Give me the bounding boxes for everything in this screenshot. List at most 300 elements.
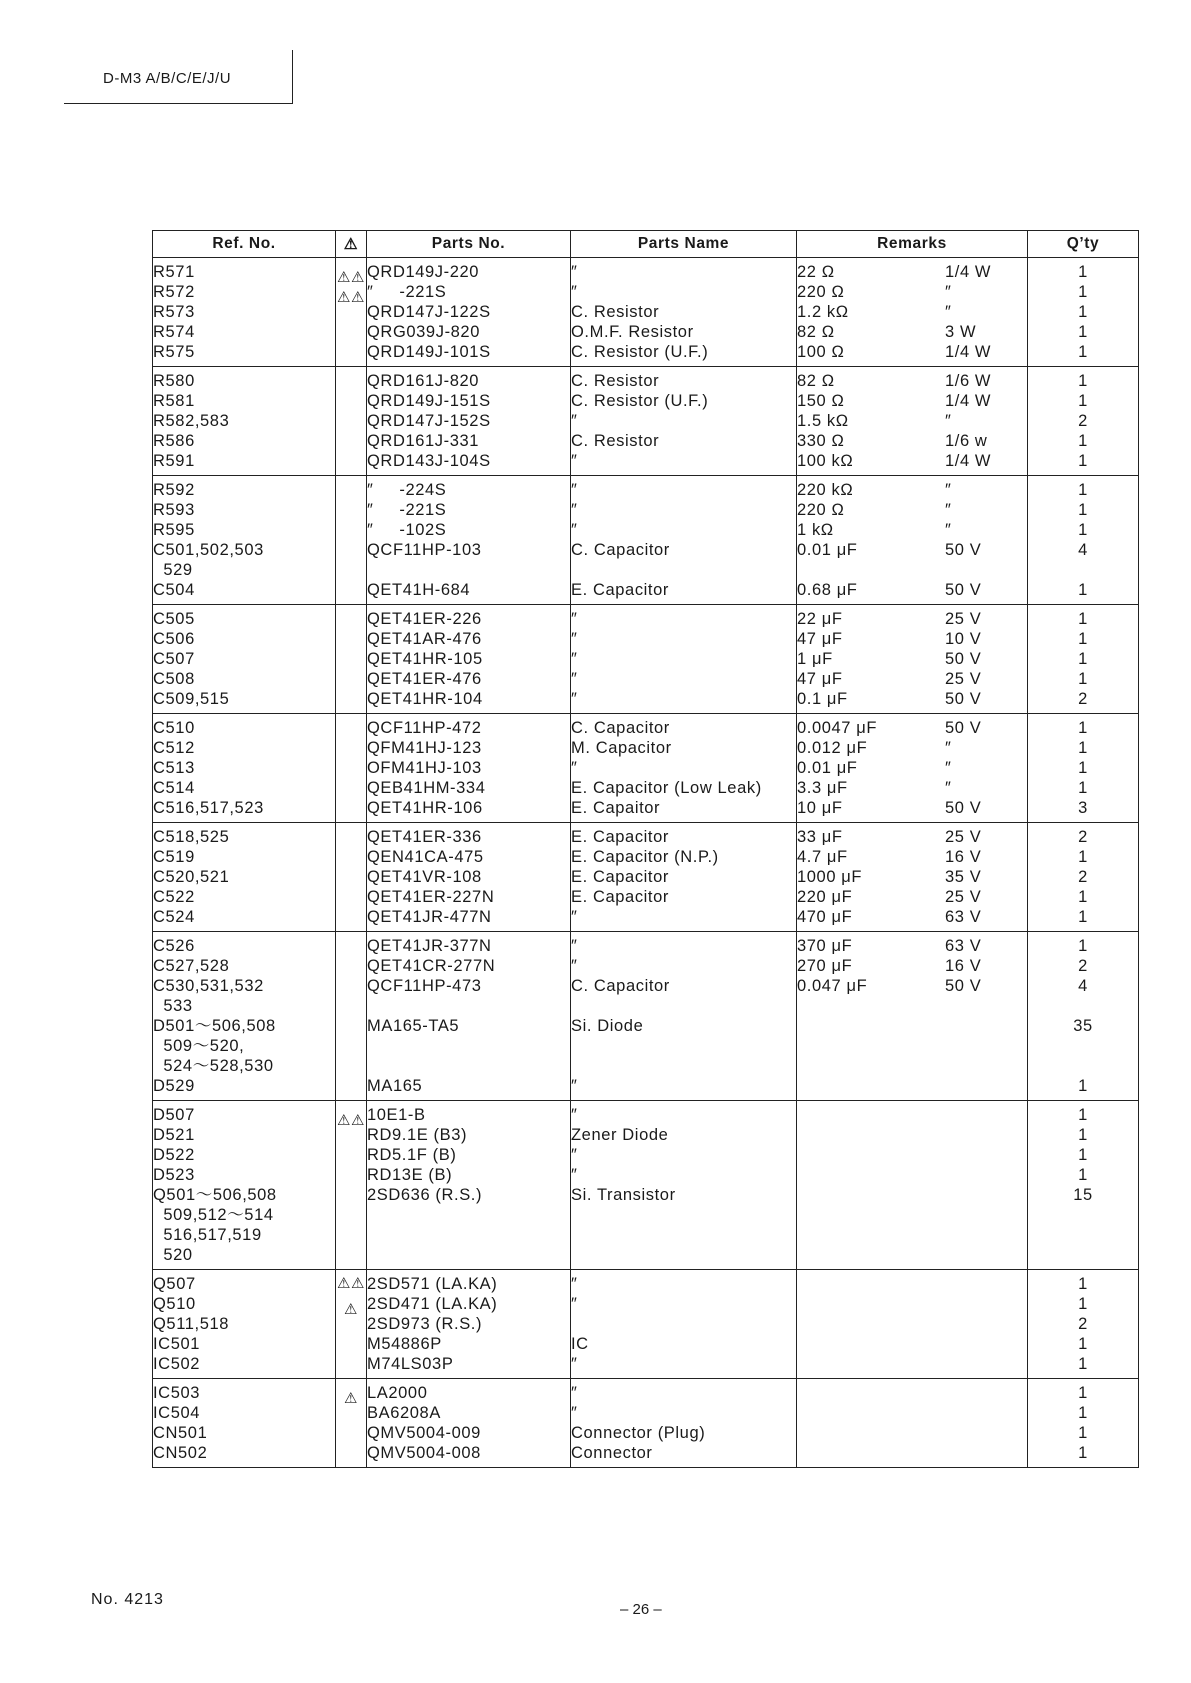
remarks-value: 10 μF [797,799,843,817]
parts-name: ″ [571,1384,578,1402]
parts-no [367,996,570,1016]
remarks-value: 330 Ω [797,432,845,450]
parts-name: E. Capacitor [571,828,669,846]
ref-no: C507 [153,650,195,668]
parts-no: 10E1-B [367,1106,426,1124]
parts-name-cell [571,714,797,823]
parts-no [367,1036,570,1056]
remarks-line [797,1056,1027,1076]
quantity: 1 [1078,1355,1088,1373]
remarks-line [797,629,1027,649]
parts-no: RD13E (B) [367,1166,453,1184]
header-rule-horizontal [64,103,293,104]
remarks-line [797,669,1027,689]
parts-no: MA165 [367,1077,423,1095]
remarks-rating: 63 V [945,908,982,926]
ref-no: R574 [153,323,195,341]
remarks-value: 150 Ω [797,392,845,410]
quantity: 2 [1078,868,1088,886]
table-row-group [153,258,1139,367]
remarks-line [797,649,1027,669]
remarks-line [797,282,1027,302]
qty-cell [1028,258,1139,367]
quantity: 1 [1078,670,1088,688]
remarks-line [797,1354,1027,1374]
remarks-rating: 50 V [945,977,982,995]
remarks-rating: 50 V [945,541,982,559]
quantity: 4 [1078,541,1088,559]
warning-triangle-icon: ⚠ [336,1275,351,1292]
parts-no: QET41CR-277N [367,957,496,975]
remarks-rating: ″ [945,481,952,499]
warning-triangle-icon: ⚠ [336,289,351,306]
parts-name: C. Capacitor [571,719,670,737]
parts-no: QET41HR-104 [367,690,483,708]
parts-no: RD5.1F (B) [367,1146,457,1164]
parts-name: Si. Transistor [571,1186,676,1204]
parts-no: RD9.1E (B3) [367,1126,468,1144]
quantity: 1 [1078,283,1088,301]
warning-cell [336,258,367,367]
parts-no: QMV5004-009 [367,1424,481,1442]
remarks-rating: ″ [945,412,952,430]
header-rule-vertical [292,50,293,104]
remarks-line [797,738,1027,758]
remarks-line [797,480,1027,500]
warning-cell [336,932,367,1101]
remarks-line [797,1185,1027,1205]
remarks-line [797,976,1027,996]
remarks-value: 1.5 kΩ [797,412,849,430]
warning-cell [336,1101,367,1270]
ref-no: C506 [153,630,195,648]
ref-no: Q510 [153,1295,196,1313]
remarks-line [797,1145,1027,1165]
parts-no: QRD161J-331 [367,432,480,450]
quantity: 1 [1078,1384,1088,1402]
parts-name [571,1205,796,1225]
warning-triangle-icon: ⚠ [351,289,366,306]
parts-name: C. Resistor [571,432,660,450]
remarks-line [797,1294,1027,1314]
parts-no: QET41AR-476 [367,630,482,648]
remarks-value: 0.0047 μF [797,719,878,737]
quantity: 1 [1078,1166,1088,1184]
remarks-line [797,1334,1027,1354]
ref-no: D507 [153,1106,195,1124]
remarks-line [797,1036,1027,1056]
ref-no: C512 [153,739,195,757]
parts-name: ″ [571,501,578,519]
remarks-value: 47 μF [797,670,843,688]
parts-no: ″ -221S [367,501,447,519]
parts-no-cell [367,258,571,367]
ref-no: C526 [153,937,195,955]
model-label: D-M3 A/B/C/E/J/U [103,70,232,87]
ref-no: R580 [153,372,195,390]
quantity: 35 [1073,1017,1093,1035]
quantity: 1 [1078,392,1088,410]
remarks-line [797,560,1027,580]
parts-name: ″ [571,610,578,628]
table-row-group [153,476,1139,605]
table-header-row [153,231,1139,258]
remarks-line [797,758,1027,778]
parts-name: ″ [571,670,578,688]
parts-no-cell [367,476,571,605]
quantity [1028,1225,1138,1245]
ref-no: C527,528 [153,957,230,975]
ref-no: C514 [153,779,195,797]
ref-no: C504 [153,581,195,599]
remarks-line [797,540,1027,560]
parts-no: QET41JR-377N [367,937,492,955]
parts-name: Si. Diode [571,1017,644,1035]
parts-no: QRD147J-122S [367,303,491,321]
quantity: 1 [1078,581,1088,599]
parts-name: ″ [571,630,578,648]
parts-name: Connector [571,1444,653,1462]
ref-no: IC502 [153,1355,201,1373]
parts-name [571,1245,796,1265]
parts-name: IC [571,1335,589,1353]
quantity: 2 [1078,828,1088,846]
ref-no: C505 [153,610,195,628]
ref-no: R591 [153,452,195,470]
warning-triangle-icon: ⚠ [351,269,366,286]
quantity: 1 [1078,937,1088,955]
remarks-rating: 1/6 w [945,432,988,450]
qty-cell [1028,823,1139,932]
quantity: 1 [1078,1335,1088,1353]
parts-name: C. Capacitor [571,977,670,995]
parts-no: QCF11HP-103 [367,541,482,559]
remarks-cell [797,476,1028,605]
col-parts-no: Parts No. [367,231,571,258]
ref-no: C520,521 [153,868,230,886]
parts-name-cell [571,605,797,714]
parts-no-cell [367,367,571,476]
quantity: 2 [1078,1315,1088,1333]
remarks-line [797,689,1027,709]
parts-name: ″ [571,1166,578,1184]
parts-name-cell [571,476,797,605]
warning-cell [336,476,367,605]
parts-no-cell [367,1270,571,1379]
remarks-line [797,520,1027,540]
parts-name-cell [571,1379,797,1468]
ref-no: 533 [153,997,193,1015]
quantity: 1 [1078,1424,1088,1442]
parts-no: ″ -102S [367,521,447,539]
parts-no: QEN41CA-475 [367,848,484,866]
parts-name: ″ [571,521,578,539]
quantity: 1 [1078,1126,1088,1144]
remarks-line [797,1225,1027,1245]
qty-cell [1028,932,1139,1101]
remarks-rating: 25 V [945,610,982,628]
quantity: 1 [1078,521,1088,539]
remarks-line [797,322,1027,342]
parts-name: C. Resistor (U.F.) [571,392,709,410]
qty-cell [1028,605,1139,714]
remarks-rating: 10 V [945,630,982,648]
ref-no-cell [153,476,336,605]
remarks-value: 1.2 kΩ [797,303,849,321]
remarks-value: 0.1 μF [797,690,848,708]
col-remarks: Remarks [797,231,1028,258]
remarks-line [797,580,1027,600]
ref-no: R572 [153,283,195,301]
ref-no: D521 [153,1126,195,1144]
ref-no: IC503 [153,1384,201,1402]
quantity: 1 [1078,1295,1088,1313]
ref-no-cell [153,1101,336,1270]
parts-name: E. Capacitor (N.P.) [571,848,719,866]
parts-no: 2SD973 (R.S.) [367,1315,483,1333]
remarks-value: 100 kΩ [797,452,854,470]
remarks-line [797,1245,1027,1265]
ref-no: 524～528,530 [153,1057,274,1075]
parts-name: E. Capacitor (Low Leak) [571,779,762,797]
parts-no: LA2000 [367,1384,428,1402]
remarks-value: 0.01 μF [797,759,858,777]
parts-name [571,1056,796,1076]
quantity: 1 [1078,263,1088,281]
remarks-rating: ″ [945,501,952,519]
remarks-rating: 16 V [945,957,982,975]
remarks-value: 220 μF [797,888,853,906]
remarks-line [797,1125,1027,1145]
remarks-line [797,718,1027,738]
parts-name: ″ [571,263,578,281]
remarks-rating: 63 V [945,937,982,955]
remarks-rating: 35 V [945,868,982,886]
remarks-line [797,867,1027,887]
parts-no-cell [367,823,571,932]
quantity: 2 [1078,957,1088,975]
parts-no: QFM41HJ-123 [367,739,482,757]
remarks-line [797,371,1027,391]
remarks-value: 47 μF [797,630,843,648]
ref-no: 509,512～514 [153,1206,274,1224]
remarks-rating: 1/6 W [945,372,992,390]
table-row-group [153,932,1139,1101]
ref-no: IC501 [153,1335,201,1353]
parts-name: ″ [571,908,578,926]
quantity: 3 [1078,799,1088,817]
remarks-line [797,1016,1027,1036]
quantity: 1 [1078,343,1088,361]
remarks-value: 3.3 μF [797,779,848,797]
parts-no: QRG039J-820 [367,323,480,341]
quantity: 1 [1078,610,1088,628]
parts-no: QET41ER-476 [367,670,482,688]
parts-no: QET41HR-105 [367,650,483,668]
table-row-group [153,714,1139,823]
remarks-rating: 50 V [945,719,982,737]
remarks-value: 82 Ω [797,323,835,341]
table-row-group [153,1270,1139,1379]
parts-name: ″ [571,412,578,430]
parts-no: QET41JR-477N [367,908,492,926]
ref-no-cell [153,258,336,367]
remarks-line [797,778,1027,798]
quantity: 1 [1078,888,1088,906]
parts-name-cell [571,1270,797,1379]
remarks-line [797,302,1027,322]
ref-no-cell [153,605,336,714]
remarks-cell [797,714,1028,823]
remarks-value: 22 μF [797,610,843,628]
parts-no: MA165-TA5 [367,1017,460,1035]
quantity: 1 [1078,481,1088,499]
parts-no-cell [367,1101,571,1270]
quantity [1028,1056,1138,1076]
ref-no: D522 [153,1146,195,1164]
ref-no: R571 [153,263,195,281]
parts-name: ″ [571,481,578,499]
ref-no: Q507 [153,1275,196,1293]
parts-no: QET41HR-106 [367,799,483,817]
parts-no: QRD149J-151S [367,392,491,410]
ref-no: 516,517,519 [153,1226,262,1244]
parts-no: QET41ER-226 [367,610,482,628]
parts-name: ″ [571,1355,578,1373]
parts-name: ″ [571,957,578,975]
parts-no: 2SD636 (R.S.) [367,1186,483,1204]
warning-cell [336,367,367,476]
parts-no: 2SD571 (LA.KA) [367,1275,498,1293]
parts-no-cell [367,714,571,823]
ref-no: C518,525 [153,828,230,846]
parts-no: QCF11HP-472 [367,719,482,737]
ref-no: C522 [153,888,195,906]
ref-no: 529 [153,561,193,579]
remarks-line [797,1403,1027,1423]
ref-no: R593 [153,501,195,519]
quantity: 1 [1078,848,1088,866]
ref-no: IC504 [153,1404,201,1422]
quantity: 1 [1078,323,1088,341]
quantity: 1 [1078,1444,1088,1462]
parts-no [367,560,570,580]
quantity: 1 [1078,650,1088,668]
ref-no: R595 [153,521,195,539]
parts-name: ″ [571,1404,578,1422]
remarks-value: 220 Ω [797,501,845,519]
warning-cell [336,823,367,932]
parts-list-table [152,230,1139,1468]
remarks-rating: ″ [945,283,952,301]
warning-triangle-icon: ⚠ [351,1275,366,1292]
parts-name: ″ [571,690,578,708]
quantity: 1 [1078,432,1088,450]
ref-no-cell [153,823,336,932]
parts-name [571,1314,796,1334]
remarks-line [797,1105,1027,1125]
remarks-rating: 16 V [945,848,982,866]
remarks-rating: 25 V [945,670,982,688]
warning-triangle-icon: ⚠ [343,1301,359,1318]
parts-name: ″ [571,937,578,955]
remarks-rating: ″ [945,779,952,797]
quantity: 1 [1078,1404,1088,1422]
quantity: 1 [1078,1106,1088,1124]
ref-no: R582,583 [153,412,230,430]
ref-no: R573 [153,303,195,321]
parts-name-cell [571,258,797,367]
qty-cell [1028,1101,1139,1270]
parts-no: ″ -224S [367,481,447,499]
ref-no: 520 [153,1246,193,1264]
remarks-value: 220 Ω [797,283,845,301]
table-row-group [153,1379,1139,1468]
parts-name: E. Capacitor [571,888,669,906]
parts-name-cell [571,367,797,476]
parts-no [367,1205,570,1225]
document-number: No. 4213 [91,1591,164,1608]
parts-name: ″ [571,1295,578,1313]
parts-name [571,1225,796,1245]
remarks-line [797,798,1027,818]
ref-no: R581 [153,392,195,410]
warning-triangle-icon: ⚠ [336,1112,351,1129]
parts-no: M54886P [367,1335,442,1353]
ref-no: 509～520, [153,1037,245,1055]
parts-name [571,1036,796,1056]
parts-name: Zener Diode [571,1126,669,1144]
remarks-cell [797,605,1028,714]
remarks-rating: ″ [945,759,952,777]
parts-no: QRD147J-152S [367,412,491,430]
parts-name: ″ [571,1077,578,1095]
remarks-line [797,936,1027,956]
ref-no: CN502 [153,1444,208,1462]
col-ref-no: Ref. No. [153,231,336,258]
quantity: 4 [1078,977,1088,995]
remarks-line [797,887,1027,907]
parts-name: Connector (Plug) [571,1424,706,1442]
remarks-rating: 1/4 W [945,343,992,361]
quantity: 1 [1078,719,1088,737]
remarks-rating: ″ [945,739,952,757]
warning-cell [336,714,367,823]
remarks-rating: 1/4 W [945,263,992,281]
remarks-value: 0.01 μF [797,541,858,559]
ref-no-cell [153,1379,336,1468]
quantity [1028,996,1138,1016]
parts-name-cell [571,1101,797,1270]
parts-name [571,560,796,580]
qty-cell [1028,367,1139,476]
parts-no: QRD143J-104S [367,452,491,470]
quantity: 1 [1078,1275,1088,1293]
quantity: 1 [1078,501,1088,519]
remarks-line [797,1274,1027,1294]
remarks-cell [797,258,1028,367]
parts-name [571,996,796,1016]
remarks-rating: 50 V [945,581,982,599]
remarks-cell [797,367,1028,476]
remarks-rating: 50 V [945,650,982,668]
ref-no-cell [153,932,336,1101]
qty-cell [1028,1379,1139,1468]
parts-name-cell [571,823,797,932]
remarks-line [797,907,1027,927]
quantity: 1 [1078,1146,1088,1164]
remarks-line [797,1205,1027,1225]
